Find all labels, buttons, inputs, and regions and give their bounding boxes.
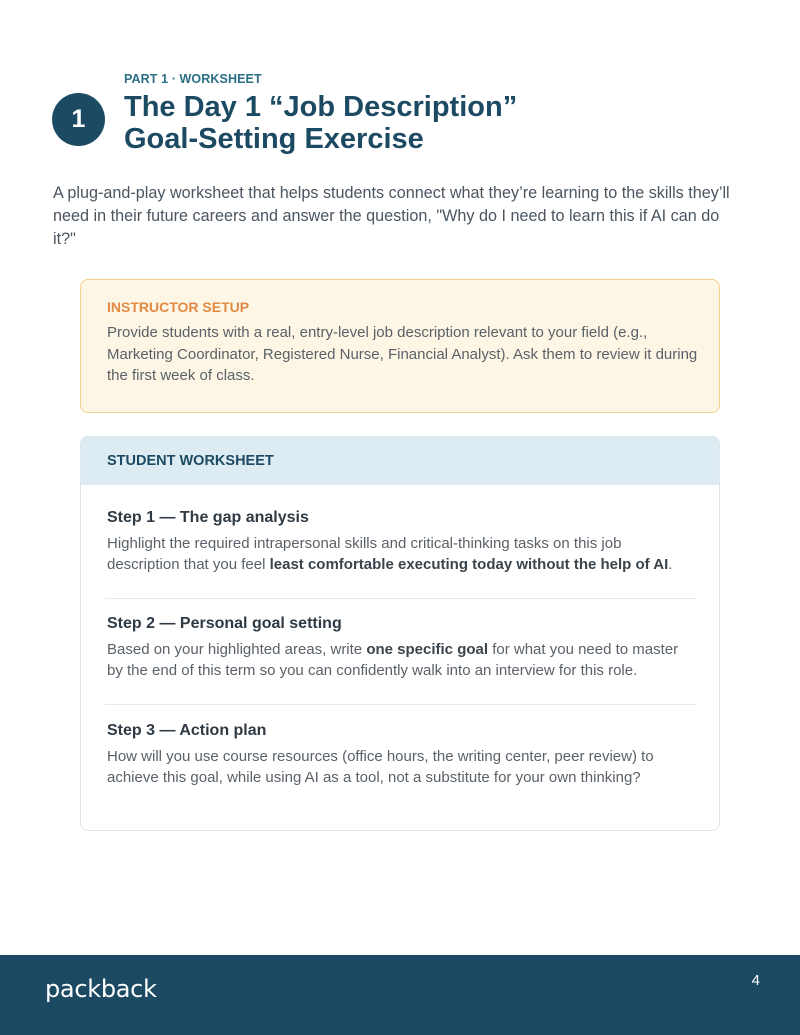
step-title: Step 1 — The gap analysis xyxy=(107,509,309,526)
page-title-line-2: Goal-Setting Exercise xyxy=(124,123,424,155)
step-text-emphasis: one specific goal xyxy=(366,641,489,658)
step-divider xyxy=(105,704,697,705)
section-eyebrow: PART 1 · WORKSHEET xyxy=(124,72,262,86)
page-title-line-1: The Day 1 “Job Description” xyxy=(124,91,518,123)
instructor-setup-callout xyxy=(80,279,720,413)
step-text xyxy=(107,533,697,575)
step-text-part: Highlight the required intrapersonal skills and critical-thinking tasks on this job description that you feel xyxy=(107,535,622,573)
step-text-part: How will you use course resources (office hours, the writing center, peer review) to achieve this goal, while using AI as a tool, not a substitute for your own thinking? xyxy=(107,748,654,786)
page-number: 4 xyxy=(751,972,760,989)
page-footer xyxy=(0,955,800,1035)
step-title: Step 2 — Personal goal setting xyxy=(107,615,342,632)
student-worksheet-label: STUDENT WORKSHEET xyxy=(107,453,274,469)
instructor-setup-label: INSTRUCTOR SETUP xyxy=(107,299,250,315)
instructor-setup-text: Provide students with a real, entry-level job description relevant to your field (e.g., Marketing Coordinator, Registered Nurse, Financial Analyst). Ask them to review it during the first week of class. xyxy=(107,324,698,384)
step-title: Step 3 — Action plan xyxy=(107,722,267,739)
worksheet-step-2 xyxy=(107,615,697,681)
packback-logo: packback xyxy=(45,975,157,1003)
section-number-badge: 1 xyxy=(52,93,105,146)
worksheet-step-1 xyxy=(107,509,697,575)
step-divider xyxy=(105,598,697,599)
student-worksheet-header xyxy=(81,437,719,485)
step-text-emphasis: least comfortable executing today without the help of AI xyxy=(269,556,669,573)
step-text-part: for what you need to master by the end of this term so you can confidently walk into an interview for this role. xyxy=(107,641,679,679)
intro-paragraph: A plug-and-play worksheet that helps students connect what they’re learning to the skills they’ll need in their future careers and answer the question, "Why do I need to learn this if AI can do it?" xyxy=(53,184,730,248)
student-worksheet-card xyxy=(80,436,720,831)
step-text-part: . xyxy=(668,556,673,573)
step-text-part: Based on your highlighted areas, write xyxy=(107,641,367,658)
worksheet-step-3 xyxy=(107,722,697,788)
step-text xyxy=(107,639,697,681)
page-title xyxy=(124,91,684,155)
step-text xyxy=(107,746,697,788)
